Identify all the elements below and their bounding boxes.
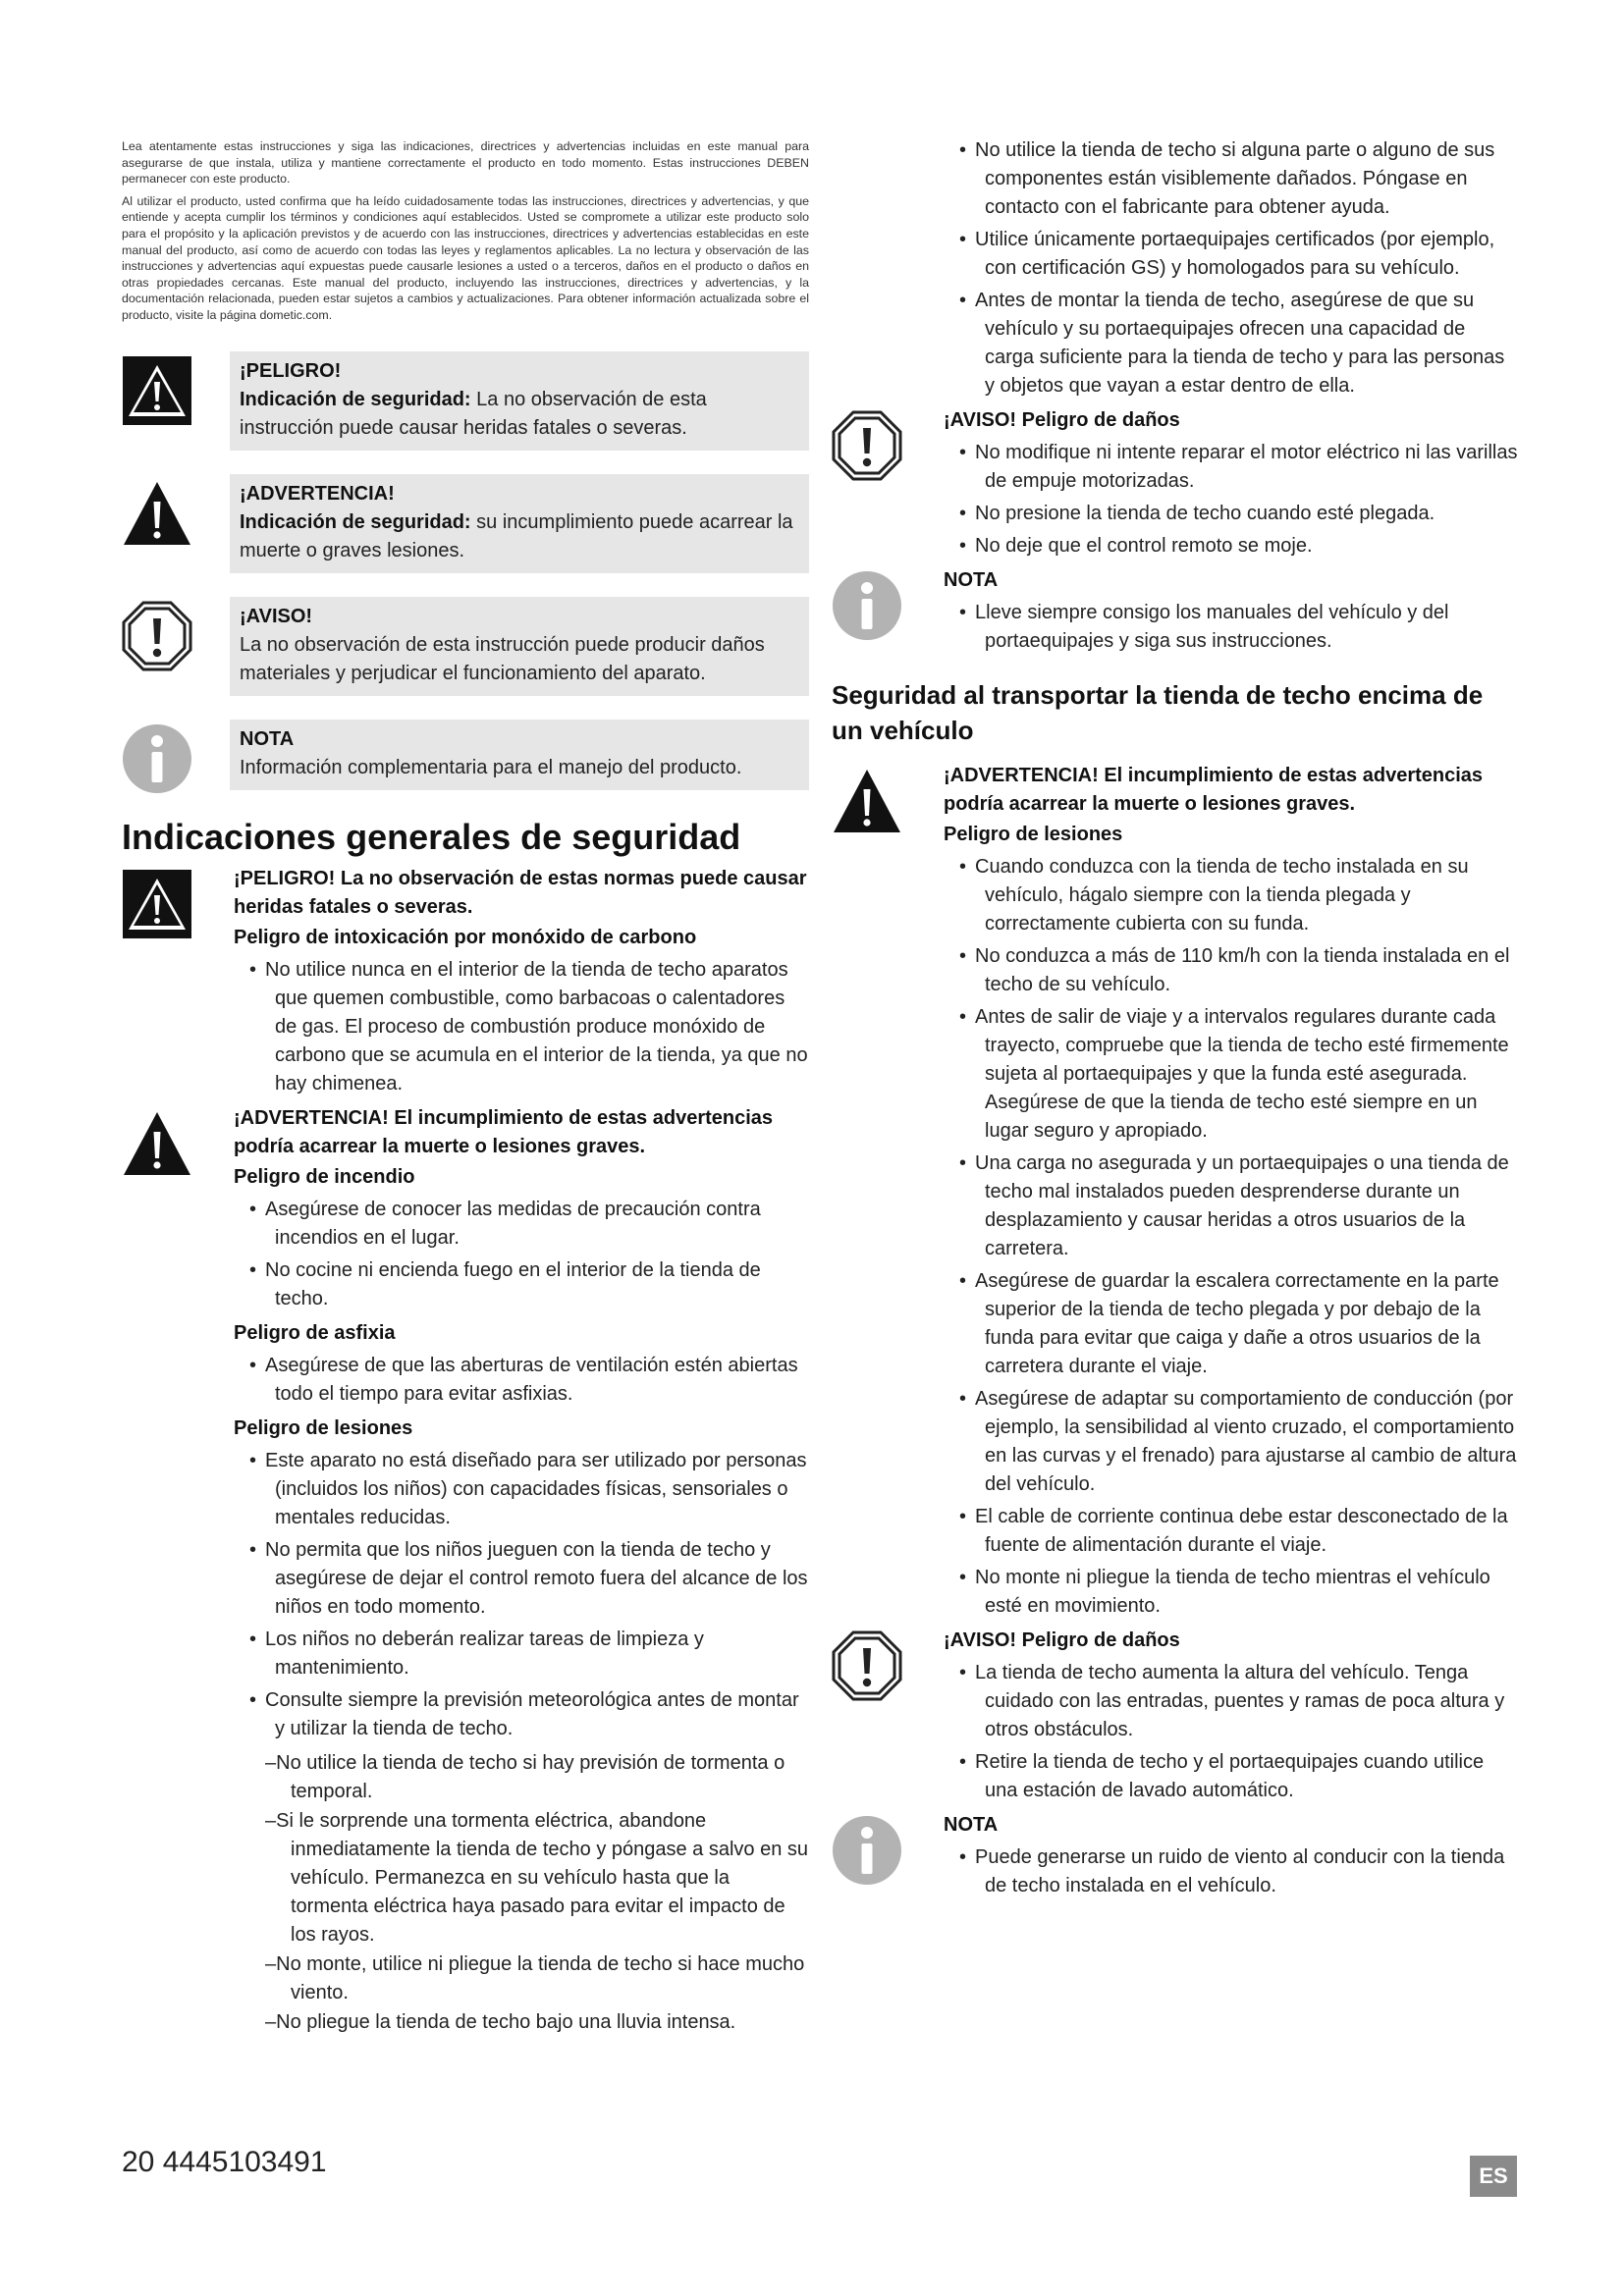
- danger-triangle-icon: [122, 355, 192, 426]
- section-subtitle-fire: Peligro de incendio: [234, 1165, 415, 1188]
- symbol-title: ¡PELIGRO!: [240, 359, 342, 382]
- list-item: • Consulte siempre la previsión meteorológica antes de montar y utilizar la tienda de techo.: [249, 1688, 799, 1739]
- transport-safety-heading: Seguridad al transportar la tienda de techo encima de un vehículo: [832, 680, 1484, 745]
- section-subtitle: Peligro de lesiones: [944, 824, 1123, 845]
- list-item: • La tienda de techo aumenta la altura del vehículo. Tenga cuidado con las entradas, puentes y ramas de poca altura y otros obstáculos.: [959, 1662, 1505, 1740]
- notice-octagon-icon: [832, 1630, 902, 1701]
- list-item: • No monte ni pliegue la tienda de techo mientras el vehículo esté en movimiento.: [959, 1567, 1490, 1617]
- section-title: ¡AVISO! Peligro de daños: [944, 409, 1180, 431]
- list-item: • El cable de corriente continua debe estar desconectado de la fuente de alimentación durante el viaje.: [959, 1506, 1508, 1556]
- list-item: • Asegúrese de guardar la escalera correctamente en la parte superior de la tienda de techo plegada y por debajo de la funda para evitar que caiga y dañe a otros usuarios de la carretera durante el viaje.: [959, 1270, 1499, 1377]
- list-item: • No cocine ni encienda fuego en el interior de la tienda de techo.: [249, 1258, 761, 1309]
- info-circle-icon: [832, 570, 902, 641]
- list-item: • No utilice nunca en el interior de la tienda de techo aparatos que quemen combustible, como barbacoas o calentadores de gas. El proceso de combustión produce monóxido de carbono que se acumula en el interior de la tienda, ya que no hay chimenea.: [249, 958, 808, 1095]
- notice-damage-section-2: [832, 1627, 1519, 1805]
- symbol-lead: Indicación de seguridad:: [240, 388, 471, 410]
- list-item: • Los niños no deberán realizar tareas de limpieza y mantenimiento.: [249, 1628, 704, 1679]
- list-item: • No deje que el control remoto se moje.: [959, 535, 1313, 557]
- list-item: • Utilice únicamente portaequipajes certificados (por ejemplo, con certificación GS) y homologados para su vehículo.: [959, 229, 1495, 279]
- general-danger-section: [122, 865, 809, 1098]
- sub-list-item: –No pliegue la tienda de techo bajo una lluvia intensa.: [265, 2010, 736, 2033]
- list-item: • Asegúrese de que las aberturas de ventilación estén abiertas todo el tiempo para evitar asfixias.: [249, 1354, 798, 1405]
- intro-paragraph-2: Al utilizar el producto, usted confirma que ha leído cuidadosamente todas las instrucciones, directrices y advertencias, y que entiende y acepta cumplir los términos y condiciones aquí establecidos. Usted se compromete a utilizar este producto solo para el propósito y la aplicación previstos y de acuerdo con las instrucciones, directrices y advertencias establecidas en este manual del producto, así como de acuerdo con todas las leyes y reglamentos aplicables. La no lectura y observación de las instrucciones y advertencias aquí expuestas puede causarle lesiones a usted o a terceros, daños en el producto o daños en otras propiedades cercanas. Este manual del producto, incluyendo las instrucciones, directrices y advertencias, y la documentación relacionada, pueden estar sujetos a cambios y actualizaciones. Para obtener información actualizada sobre el producto, visite la página dometic.com.: [122, 193, 809, 322]
- symbol-title: ¡AVISO!: [240, 605, 313, 627]
- page-number: 20 4445103491: [122, 2146, 327, 2178]
- list-item: • Cuando conduzca con la tienda de techo instalada en su vehículo, hágalo siempre con la tienda plegada y correctamente cubierta con su funda.: [959, 856, 1469, 934]
- notice-octagon-icon: [122, 601, 192, 671]
- note-section-2: [832, 1811, 1519, 1900]
- section-title: ¡AVISO! Peligro de daños: [944, 1629, 1180, 1651]
- sub-list-item: –No monte, utilice ni pliegue la tienda de techo si hace mucho viento.: [265, 1952, 805, 2003]
- warning-triangle-icon: [122, 1108, 192, 1179]
- list-item: • Este aparato no está diseñado para ser utilizado por personas (incluidos los niños) con capacidades físicas, sensoriales o mentales reducidas.: [249, 1449, 807, 1528]
- info-circle-icon: [122, 723, 192, 794]
- section-subtitle-asphyxia: Peligro de asfixia: [234, 1321, 396, 1344]
- list-item: • Lleve siempre consigo los manuales del vehículo y del portaequipajes y siga sus instrucciones.: [959, 602, 1449, 652]
- note-section: [832, 566, 1519, 656]
- general-safety-heading: Indicaciones generales de seguridad: [122, 816, 741, 857]
- warning-triangle-icon: [122, 478, 192, 549]
- section-title: ¡PELIGRO! La no observación de estas normas puede causar heridas fatales o severas.: [234, 867, 807, 918]
- sub-list-item: –Si le sorprende una tormenta eléctrica, abandone inmediatamente la tienda de techo y póngase a salvo en su vehículo. Permanezca en su vehículo hasta que la tormenta eléctrica haya pasado para evitar el impacto de los rayos.: [265, 1809, 809, 1946]
- left-column: [122, 138, 809, 2038]
- section-title: ¡ADVERTENCIA! El incumplimiento de estas advertencias podría acarrear la muerte o lesiones graves.: [234, 1106, 774, 1157]
- section-title: ¡ADVERTENCIA! El incumplimiento de estas advertencias podría acarrear la muerte o lesiones graves.: [944, 765, 1484, 815]
- notice-octagon-icon: [832, 410, 902, 481]
- symbol-text: La no observación de esta instrucción puede causar heridas fatales o severas.: [240, 388, 707, 439]
- symbol-warning: [122, 474, 809, 573]
- section-subtitle: Peligro de intoxicación por monóxido de carbono: [234, 926, 697, 948]
- general-warning-section: [122, 1104, 809, 2037]
- list-item: • No presione la tienda de techo cuando esté plegada.: [959, 503, 1435, 524]
- sub-list-item: –No utilice la tienda de techo si hay previsión de tormenta o temporal.: [265, 1751, 785, 1802]
- symbol-text: Información complementaria para el manejo del producto.: [240, 756, 742, 778]
- notice-damage-section: [832, 406, 1519, 561]
- list-item: • No conduzca a más de 110 km/h con la tienda instalada en el techo de su vehículo.: [959, 945, 1510, 995]
- symbol-title: NOTA: [240, 727, 295, 750]
- symbol-danger: [122, 351, 809, 451]
- language-badge: ES: [1470, 2156, 1517, 2197]
- intro-paragraph-1: Lea atentamente estas instrucciones y siga las indicaciones, directrices y advertencias incluidas en este manual para asegurarse de que instala, utiliza y mantiene correctamente el producto en todo momento. Estas instrucciones DEBEN permanecer con este producto.: [122, 139, 809, 187]
- list-item: • Una carga no asegurada y un portaequipajes o una tienda de techo mal instalados pueden desprenderse durante un desplazamiento y causar heridas a otros usuarios de la carretera.: [959, 1152, 1509, 1259]
- list-item: • No permita que los niños jueguen con la tienda de techo y asegúrese de dejar el control remoto fuera del alcance de los niños en todo momento.: [249, 1538, 808, 1618]
- section-subtitle-injury: Peligro de lesiones: [234, 1416, 413, 1439]
- list-item: • Asegúrese de conocer las medidas de precaución contra incendios en el lugar.: [249, 1198, 761, 1249]
- info-circle-icon: [832, 1815, 902, 1886]
- list-item: • No utilice la tienda de techo si alguna parte o alguno de sus componentes están visiblemente dañados. Póngase en contacto con el fabricante para obtener ayuda.: [959, 139, 1495, 218]
- transport-warning-section: [832, 762, 1519, 1621]
- warning-triangle-icon: [832, 766, 902, 836]
- list-item: • Antes de montar la tienda de techo, asegúrese de que su vehículo y su portaequipajes ofrecen una capacidad de carga suficiente para la tienda de techo y para las personas y objetos que vayan a estar dentro de ella.: [959, 290, 1505, 397]
- symbol-title: ¡ADVERTENCIA!: [240, 482, 395, 505]
- symbol-text: La no observación de esta instrucción puede producir daños materiales y perjudicar el funcionamiento del aparato.: [240, 633, 765, 684]
- symbol-notice: [122, 597, 809, 696]
- section-title: NOTA: [944, 1814, 999, 1836]
- symbol-text: su incumplimiento puede acarrear la muerte o graves lesiones.: [240, 510, 793, 561]
- section-title: NOTA: [944, 569, 999, 591]
- list-item: • Retire la tienda de techo y el portaequipajes cuando utilice una estación de lavado automático.: [959, 1751, 1485, 1801]
- danger-triangle-icon: [122, 869, 192, 939]
- symbol-note: [122, 720, 809, 794]
- list-item: • Asegúrese de adaptar su comportamiento de conducción (por ejemplo, la sensibilidad al viento cruzado, el comportamiento en las curvas y el frenado) para ajustarse al cambio de altura del vehículo.: [959, 1388, 1517, 1495]
- list-item: • No modifique ni intente reparar el motor eléctrico ni las varillas de empuje motorizadas.: [959, 442, 1518, 492]
- list-item: • Antes de salir de viaje y a intervalos regulares durante cada trayecto, compruebe que la tienda de techo esté firmemente sujeta al portaequipajes y que la funda esté asegurada. Asegúrese de que la tienda de techo esté siempre en un lugar seguro y apropiado.: [959, 1006, 1509, 1142]
- right-column: [832, 136, 1519, 1906]
- list-item: • Puede generarse un ruido de viento al conducir con la tienda de techo instalada en el vehículo.: [959, 1846, 1505, 1896]
- symbol-lead: Indicación de seguridad:: [240, 510, 471, 533]
